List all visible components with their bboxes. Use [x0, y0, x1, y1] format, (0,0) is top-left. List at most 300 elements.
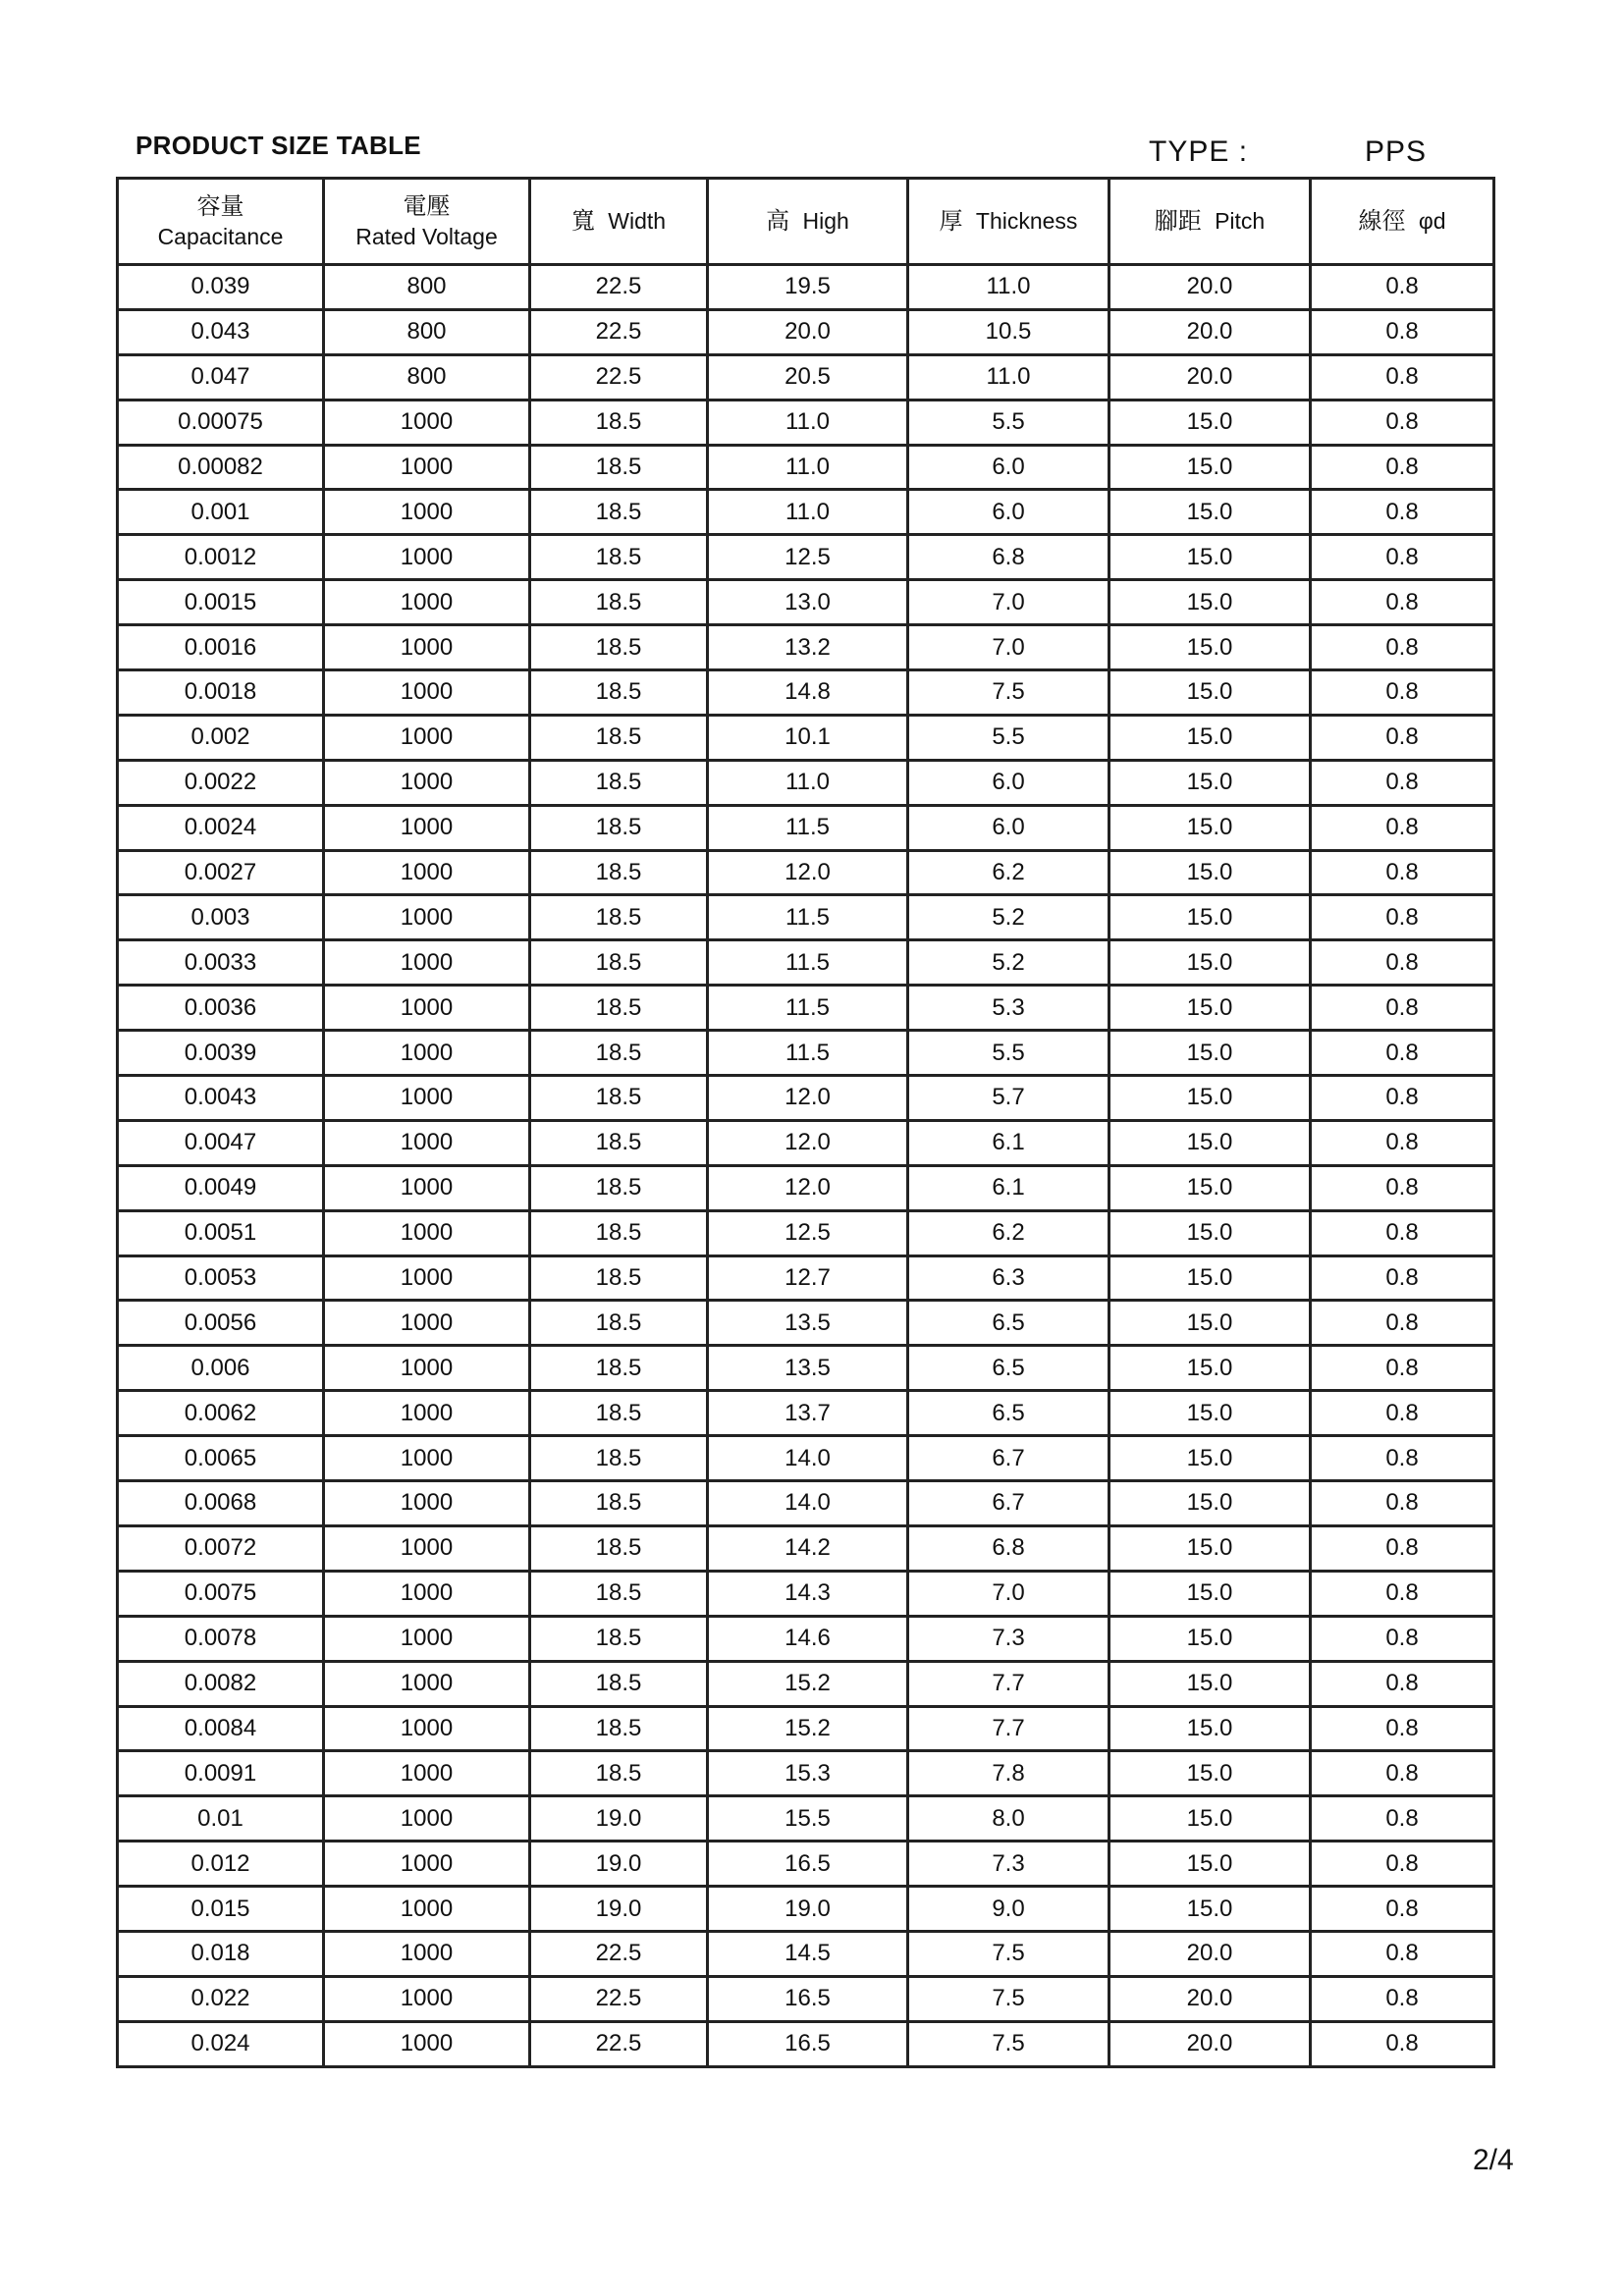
cell-pitch: 15.0 — [1109, 1255, 1311, 1301]
cell-rated-voltage: 1000 — [324, 1931, 530, 1976]
cell-rated-voltage: 1000 — [324, 1706, 530, 1751]
cell-wire-diameter: 0.8 — [1311, 1976, 1494, 2021]
cell-wire-diameter: 0.8 — [1311, 625, 1494, 670]
cell-wire-diameter: 0.8 — [1311, 1120, 1494, 1165]
cell-thickness: 7.0 — [908, 625, 1109, 670]
cell-wire-diameter: 0.8 — [1311, 715, 1494, 760]
cell-thickness: 6.5 — [908, 1346, 1109, 1391]
cell-rated-voltage: 1000 — [324, 1120, 530, 1165]
cell-wire-diameter: 0.8 — [1311, 1842, 1494, 1887]
cell-width: 18.5 — [530, 986, 708, 1031]
table-row — [118, 895, 1494, 940]
table-row — [118, 1616, 1494, 1661]
document-title: PRODUCT SIZE TABLE — [135, 131, 421, 160]
cell-high: 12.0 — [708, 850, 908, 895]
page-number: 2/4 — [1473, 2144, 1514, 2176]
cell-thickness: 6.2 — [908, 850, 1109, 895]
col-header-zh: 厚 — [939, 206, 963, 235]
cell-rated-voltage: 1000 — [324, 1255, 530, 1301]
cell-pitch: 20.0 — [1109, 265, 1311, 310]
cell-width: 18.5 — [530, 1706, 708, 1751]
cell-width: 22.5 — [530, 1976, 708, 2021]
table-row — [118, 760, 1494, 805]
cell-capacitance: 0.001 — [118, 490, 324, 535]
cell-high: 11.0 — [708, 760, 908, 805]
cell-width: 19.0 — [530, 1796, 708, 1842]
cell-width: 18.5 — [530, 400, 708, 445]
cell-pitch: 15.0 — [1109, 940, 1311, 986]
col-header-zh: 腳距 — [1154, 206, 1202, 235]
cell-wire-diameter: 0.8 — [1311, 1525, 1494, 1571]
cell-high: 11.5 — [708, 940, 908, 986]
cell-width: 18.5 — [530, 760, 708, 805]
cell-thickness: 7.3 — [908, 1842, 1109, 1887]
cell-capacitance: 0.015 — [118, 1887, 324, 1932]
cell-capacitance: 0.0051 — [118, 1210, 324, 1255]
cell-high: 12.7 — [708, 1255, 908, 1301]
table-row — [118, 1076, 1494, 1121]
cell-rated-voltage: 1000 — [324, 1301, 530, 1346]
cell-thickness: 8.0 — [908, 1796, 1109, 1842]
cell-capacitance: 0.0049 — [118, 1165, 324, 1210]
cell-capacitance: 0.012 — [118, 1842, 324, 1887]
cell-rated-voltage: 1000 — [324, 490, 530, 535]
cell-width: 22.5 — [530, 2021, 708, 2066]
cell-wire-diameter: 0.8 — [1311, 1616, 1494, 1661]
cell-rated-voltage: 1000 — [324, 445, 530, 490]
cell-rated-voltage: 1000 — [324, 805, 530, 850]
cell-thickness: 6.5 — [908, 1301, 1109, 1346]
table-row — [118, 625, 1494, 670]
cell-pitch: 15.0 — [1109, 1751, 1311, 1796]
cell-wire-diameter: 0.8 — [1311, 1481, 1494, 1526]
col-header-zh: 寬 — [570, 206, 595, 235]
cell-pitch: 20.0 — [1109, 354, 1311, 400]
cell-width: 18.5 — [530, 715, 708, 760]
cell-capacitance: 0.022 — [118, 1976, 324, 2021]
table-row — [118, 2021, 1494, 2066]
cell-thickness: 7.0 — [908, 580, 1109, 625]
cell-pitch: 15.0 — [1109, 1481, 1311, 1526]
cell-width: 18.5 — [530, 1301, 708, 1346]
cell-rated-voltage: 800 — [324, 354, 530, 400]
cell-width: 22.5 — [530, 354, 708, 400]
cell-rated-voltage: 1000 — [324, 1976, 530, 2021]
cell-high: 16.5 — [708, 1976, 908, 2021]
cell-wire-diameter: 0.8 — [1311, 1571, 1494, 1616]
cell-high: 11.5 — [708, 1031, 908, 1076]
cell-capacitance: 0.0039 — [118, 1031, 324, 1076]
cell-capacitance: 0.0047 — [118, 1120, 324, 1165]
cell-high: 12.0 — [708, 1120, 908, 1165]
table-row — [118, 1751, 1494, 1796]
cell-capacitance: 0.043 — [118, 309, 324, 354]
cell-high: 14.2 — [708, 1525, 908, 1571]
cell-thickness: 7.8 — [908, 1751, 1109, 1796]
table-row — [118, 940, 1494, 986]
col-header-zh: 線徑 — [1358, 206, 1406, 235]
cell-pitch: 15.0 — [1109, 1842, 1311, 1887]
cell-rated-voltage: 1000 — [324, 760, 530, 805]
cell-high: 16.5 — [708, 2021, 908, 2066]
col-header-thickness — [908, 179, 1109, 265]
cell-thickness: 6.1 — [908, 1165, 1109, 1210]
cell-width: 18.5 — [530, 1571, 708, 1616]
cell-pitch: 15.0 — [1109, 1661, 1311, 1706]
cell-rated-voltage: 1000 — [324, 1887, 530, 1932]
table-row — [118, 1976, 1494, 2021]
cell-thickness: 7.3 — [908, 1616, 1109, 1661]
cell-thickness: 7.5 — [908, 1976, 1109, 2021]
cell-capacitance: 0.0027 — [118, 850, 324, 895]
cell-width: 18.5 — [530, 1255, 708, 1301]
cell-capacitance: 0.0036 — [118, 986, 324, 1031]
cell-pitch: 15.0 — [1109, 1616, 1311, 1661]
cell-wire-diameter: 0.8 — [1311, 354, 1494, 400]
cell-pitch: 15.0 — [1109, 580, 1311, 625]
cell-capacitance: 0.0075 — [118, 1571, 324, 1616]
cell-rated-voltage: 1000 — [324, 1031, 530, 1076]
cell-rated-voltage: 1000 — [324, 1165, 530, 1210]
cell-high: 14.0 — [708, 1436, 908, 1481]
cell-wire-diameter: 0.8 — [1311, 1165, 1494, 1210]
cell-width: 22.5 — [530, 309, 708, 354]
cell-width: 18.5 — [530, 1165, 708, 1210]
cell-high: 13.5 — [708, 1346, 908, 1391]
cell-high: 11.5 — [708, 895, 908, 940]
cell-pitch: 15.0 — [1109, 1571, 1311, 1616]
cell-high: 10.1 — [708, 715, 908, 760]
table-row — [118, 1525, 1494, 1571]
cell-rated-voltage: 800 — [324, 265, 530, 310]
cell-high: 12.0 — [708, 1165, 908, 1210]
cell-rated-voltage: 1000 — [324, 1616, 530, 1661]
cell-capacitance: 0.0015 — [118, 580, 324, 625]
table-row — [118, 670, 1494, 716]
cell-rated-voltage: 1000 — [324, 986, 530, 1031]
table-row — [118, 986, 1494, 1031]
cell-pitch: 15.0 — [1109, 1525, 1311, 1571]
cell-thickness: 6.0 — [908, 805, 1109, 850]
cell-pitch: 15.0 — [1109, 1391, 1311, 1436]
cell-thickness: 5.2 — [908, 895, 1109, 940]
cell-high: 14.5 — [708, 1931, 908, 1976]
cell-pitch: 15.0 — [1109, 670, 1311, 716]
cell-wire-diameter: 0.8 — [1311, 1031, 1494, 1076]
cell-rated-voltage: 1000 — [324, 850, 530, 895]
cell-pitch: 15.0 — [1109, 1346, 1311, 1391]
cell-capacitance: 0.002 — [118, 715, 324, 760]
cell-thickness: 5.3 — [908, 986, 1109, 1031]
cell-high: 11.0 — [708, 445, 908, 490]
table-row — [118, 1706, 1494, 1751]
cell-pitch: 15.0 — [1109, 850, 1311, 895]
cell-width: 19.0 — [530, 1842, 708, 1887]
cell-rated-voltage: 1000 — [324, 2021, 530, 2066]
cell-thickness: 6.8 — [908, 535, 1109, 580]
cell-wire-diameter: 0.8 — [1311, 760, 1494, 805]
table-body — [118, 265, 1494, 2067]
cell-capacitance: 0.047 — [118, 354, 324, 400]
col-header-rated-voltage — [324, 179, 530, 265]
cell-wire-diameter: 0.8 — [1311, 535, 1494, 580]
cell-width: 18.5 — [530, 670, 708, 716]
table-row — [118, 1346, 1494, 1391]
table-row — [118, 1301, 1494, 1346]
cell-pitch: 15.0 — [1109, 1706, 1311, 1751]
cell-pitch: 20.0 — [1109, 1976, 1311, 2021]
cell-pitch: 15.0 — [1109, 1436, 1311, 1481]
cell-high: 16.5 — [708, 1842, 908, 1887]
cell-width: 18.5 — [530, 850, 708, 895]
cell-thickness: 11.0 — [908, 265, 1109, 310]
cell-rated-voltage: 1000 — [324, 1346, 530, 1391]
cell-width: 18.5 — [530, 490, 708, 535]
cell-pitch: 15.0 — [1109, 805, 1311, 850]
cell-thickness: 5.5 — [908, 400, 1109, 445]
table-row — [118, 1931, 1494, 1976]
cell-wire-diameter: 0.8 — [1311, 1346, 1494, 1391]
table-row — [118, 1481, 1494, 1526]
cell-high: 11.0 — [708, 490, 908, 535]
table-row — [118, 1120, 1494, 1165]
cell-wire-diameter: 0.8 — [1311, 1796, 1494, 1842]
cell-thickness: 5.7 — [908, 1076, 1109, 1121]
cell-pitch: 15.0 — [1109, 445, 1311, 490]
table-row — [118, 1255, 1494, 1301]
cell-capacitance: 0.003 — [118, 895, 324, 940]
table-header-row — [118, 179, 1494, 265]
cell-thickness: 7.0 — [908, 1571, 1109, 1616]
cell-rated-voltage: 1000 — [324, 1391, 530, 1436]
cell-pitch: 15.0 — [1109, 625, 1311, 670]
cell-width: 18.5 — [530, 1031, 708, 1076]
cell-pitch: 15.0 — [1109, 1210, 1311, 1255]
cell-pitch: 15.0 — [1109, 1076, 1311, 1121]
cell-wire-diameter: 0.8 — [1311, 670, 1494, 716]
cell-wire-diameter: 0.8 — [1311, 400, 1494, 445]
table-row — [118, 490, 1494, 535]
cell-thickness: 9.0 — [908, 1887, 1109, 1932]
col-header-en: High — [802, 207, 849, 234]
cell-rated-voltage: 1000 — [324, 670, 530, 716]
cell-capacitance: 0.0082 — [118, 1661, 324, 1706]
cell-pitch: 15.0 — [1109, 1031, 1311, 1076]
cell-rated-voltage: 1000 — [324, 1571, 530, 1616]
product-size-table — [116, 177, 1495, 2068]
cell-capacitance: 0.0043 — [118, 1076, 324, 1121]
cell-rated-voltage: 1000 — [324, 1481, 530, 1526]
cell-rated-voltage: 1000 — [324, 1076, 530, 1121]
cell-thickness: 11.0 — [908, 354, 1109, 400]
cell-width: 18.5 — [530, 1120, 708, 1165]
cell-width: 18.5 — [530, 535, 708, 580]
cell-high: 15.3 — [708, 1751, 908, 1796]
cell-width: 18.5 — [530, 625, 708, 670]
cell-pitch: 15.0 — [1109, 490, 1311, 535]
cell-high: 14.8 — [708, 670, 908, 716]
cell-rated-voltage: 800 — [324, 309, 530, 354]
table-row — [118, 1571, 1494, 1616]
cell-pitch: 20.0 — [1109, 2021, 1311, 2066]
cell-high: 13.5 — [708, 1301, 908, 1346]
table-row — [118, 580, 1494, 625]
cell-thickness: 6.5 — [908, 1391, 1109, 1436]
cell-wire-diameter: 0.8 — [1311, 940, 1494, 986]
cell-width: 18.5 — [530, 1751, 708, 1796]
cell-wire-diameter: 0.8 — [1311, 850, 1494, 895]
cell-high: 11.0 — [708, 400, 908, 445]
cell-width: 18.5 — [530, 445, 708, 490]
cell-capacitance: 0.024 — [118, 2021, 324, 2066]
col-header-en: Pitch — [1215, 207, 1266, 234]
col-header-en: Thickness — [975, 207, 1078, 234]
cell-thickness: 6.0 — [908, 760, 1109, 805]
cell-thickness: 6.2 — [908, 1210, 1109, 1255]
cell-width: 18.5 — [530, 940, 708, 986]
cell-high: 11.5 — [708, 805, 908, 850]
cell-wire-diameter: 0.8 — [1311, 1301, 1494, 1346]
cell-capacitance: 0.0072 — [118, 1525, 324, 1571]
cell-thickness: 7.5 — [908, 1931, 1109, 1976]
cell-width: 18.5 — [530, 1525, 708, 1571]
cell-capacitance: 0.0056 — [118, 1301, 324, 1346]
col-header-pitch — [1109, 179, 1311, 265]
table-row — [118, 445, 1494, 490]
cell-wire-diameter: 0.8 — [1311, 580, 1494, 625]
cell-capacitance: 0.0068 — [118, 1481, 324, 1526]
cell-high: 12.5 — [708, 1210, 908, 1255]
cell-thickness: 5.5 — [908, 715, 1109, 760]
cell-capacitance: 0.01 — [118, 1796, 324, 1842]
cell-thickness: 7.7 — [908, 1706, 1109, 1751]
table-row — [118, 1391, 1494, 1436]
cell-width: 18.5 — [530, 1346, 708, 1391]
cell-capacitance: 0.0053 — [118, 1255, 324, 1301]
cell-thickness: 6.7 — [908, 1436, 1109, 1481]
col-header-en: φd — [1418, 207, 1446, 234]
cell-high: 13.7 — [708, 1391, 908, 1436]
cell-high: 11.5 — [708, 986, 908, 1031]
cell-capacitance: 0.006 — [118, 1346, 324, 1391]
cell-thickness: 6.0 — [908, 445, 1109, 490]
cell-rated-voltage: 1000 — [324, 1796, 530, 1842]
cell-capacitance: 0.0062 — [118, 1391, 324, 1436]
cell-width: 18.5 — [530, 580, 708, 625]
cell-width: 18.5 — [530, 895, 708, 940]
cell-capacitance: 0.0078 — [118, 1616, 324, 1661]
cell-rated-voltage: 1000 — [324, 625, 530, 670]
cell-width: 22.5 — [530, 265, 708, 310]
col-header-en: Width — [608, 207, 667, 234]
cell-thickness: 5.2 — [908, 940, 1109, 986]
table-row — [118, 1842, 1494, 1887]
cell-width: 18.5 — [530, 1210, 708, 1255]
cell-rated-voltage: 1000 — [324, 1751, 530, 1796]
table-row — [118, 1661, 1494, 1706]
cell-capacitance: 0.00082 — [118, 445, 324, 490]
col-header-zh: 高 — [766, 206, 790, 235]
table-row — [118, 1210, 1494, 1255]
type-value: PPS — [1365, 135, 1428, 168]
cell-rated-voltage: 1000 — [324, 1842, 530, 1887]
cell-high: 19.0 — [708, 1887, 908, 1932]
cell-thickness: 7.7 — [908, 1661, 1109, 1706]
cell-wire-diameter: 0.8 — [1311, 2021, 1494, 2066]
cell-high: 15.2 — [708, 1661, 908, 1706]
cell-rated-voltage: 1000 — [324, 1210, 530, 1255]
cell-high: 14.6 — [708, 1616, 908, 1661]
cell-wire-diameter: 0.8 — [1311, 1751, 1494, 1796]
cell-wire-diameter: 0.8 — [1311, 805, 1494, 850]
col-header-zh: 電壓 — [403, 191, 451, 220]
cell-pitch: 15.0 — [1109, 1301, 1311, 1346]
col-header-wire-diameter — [1311, 179, 1494, 265]
cell-capacitance: 0.0012 — [118, 535, 324, 580]
cell-capacitance: 0.00075 — [118, 400, 324, 445]
cell-high: 13.0 — [708, 580, 908, 625]
cell-rated-voltage: 1000 — [324, 535, 530, 580]
col-header-capacitance — [118, 179, 324, 265]
col-header-high — [708, 179, 908, 265]
cell-pitch: 15.0 — [1109, 400, 1311, 445]
cell-rated-voltage: 1000 — [324, 715, 530, 760]
cell-capacitance: 0.0016 — [118, 625, 324, 670]
cell-wire-diameter: 0.8 — [1311, 445, 1494, 490]
table-row — [118, 1165, 1494, 1210]
cell-wire-diameter: 0.8 — [1311, 309, 1494, 354]
cell-pitch: 15.0 — [1109, 535, 1311, 580]
cell-thickness: 10.5 — [908, 309, 1109, 354]
cell-thickness: 6.8 — [908, 1525, 1109, 1571]
cell-pitch: 15.0 — [1109, 760, 1311, 805]
cell-rated-voltage: 1000 — [324, 940, 530, 986]
table-row — [118, 400, 1494, 445]
cell-capacitance: 0.0033 — [118, 940, 324, 986]
cell-wire-diameter: 0.8 — [1311, 1255, 1494, 1301]
table-row — [118, 265, 1494, 310]
cell-capacitance: 0.0065 — [118, 1436, 324, 1481]
cell-rated-voltage: 1000 — [324, 1661, 530, 1706]
cell-width: 18.5 — [530, 1661, 708, 1706]
cell-thickness: 7.5 — [908, 670, 1109, 716]
cell-wire-diameter: 0.8 — [1311, 1436, 1494, 1481]
table-row — [118, 715, 1494, 760]
table-row — [118, 1887, 1494, 1932]
cell-thickness: 6.3 — [908, 1255, 1109, 1301]
cell-rated-voltage: 1000 — [324, 400, 530, 445]
cell-width: 19.0 — [530, 1887, 708, 1932]
cell-rated-voltage: 1000 — [324, 1525, 530, 1571]
cell-high: 15.5 — [708, 1796, 908, 1842]
cell-wire-diameter: 0.8 — [1311, 1887, 1494, 1932]
table-row — [118, 1796, 1494, 1842]
cell-capacitance: 0.0024 — [118, 805, 324, 850]
cell-wire-diameter: 0.8 — [1311, 265, 1494, 310]
cell-pitch: 15.0 — [1109, 895, 1311, 940]
col-header-width — [530, 179, 708, 265]
cell-high: 13.2 — [708, 625, 908, 670]
type-label: TYPE : — [1149, 135, 1249, 168]
cell-capacitance: 0.0084 — [118, 1706, 324, 1751]
cell-high: 19.5 — [708, 265, 908, 310]
cell-pitch: 15.0 — [1109, 715, 1311, 760]
cell-thickness: 6.7 — [908, 1481, 1109, 1526]
table-row — [118, 309, 1494, 354]
col-header-en: Rated Voltage — [355, 224, 498, 250]
cell-width: 22.5 — [530, 1931, 708, 1976]
cell-high: 15.2 — [708, 1706, 908, 1751]
